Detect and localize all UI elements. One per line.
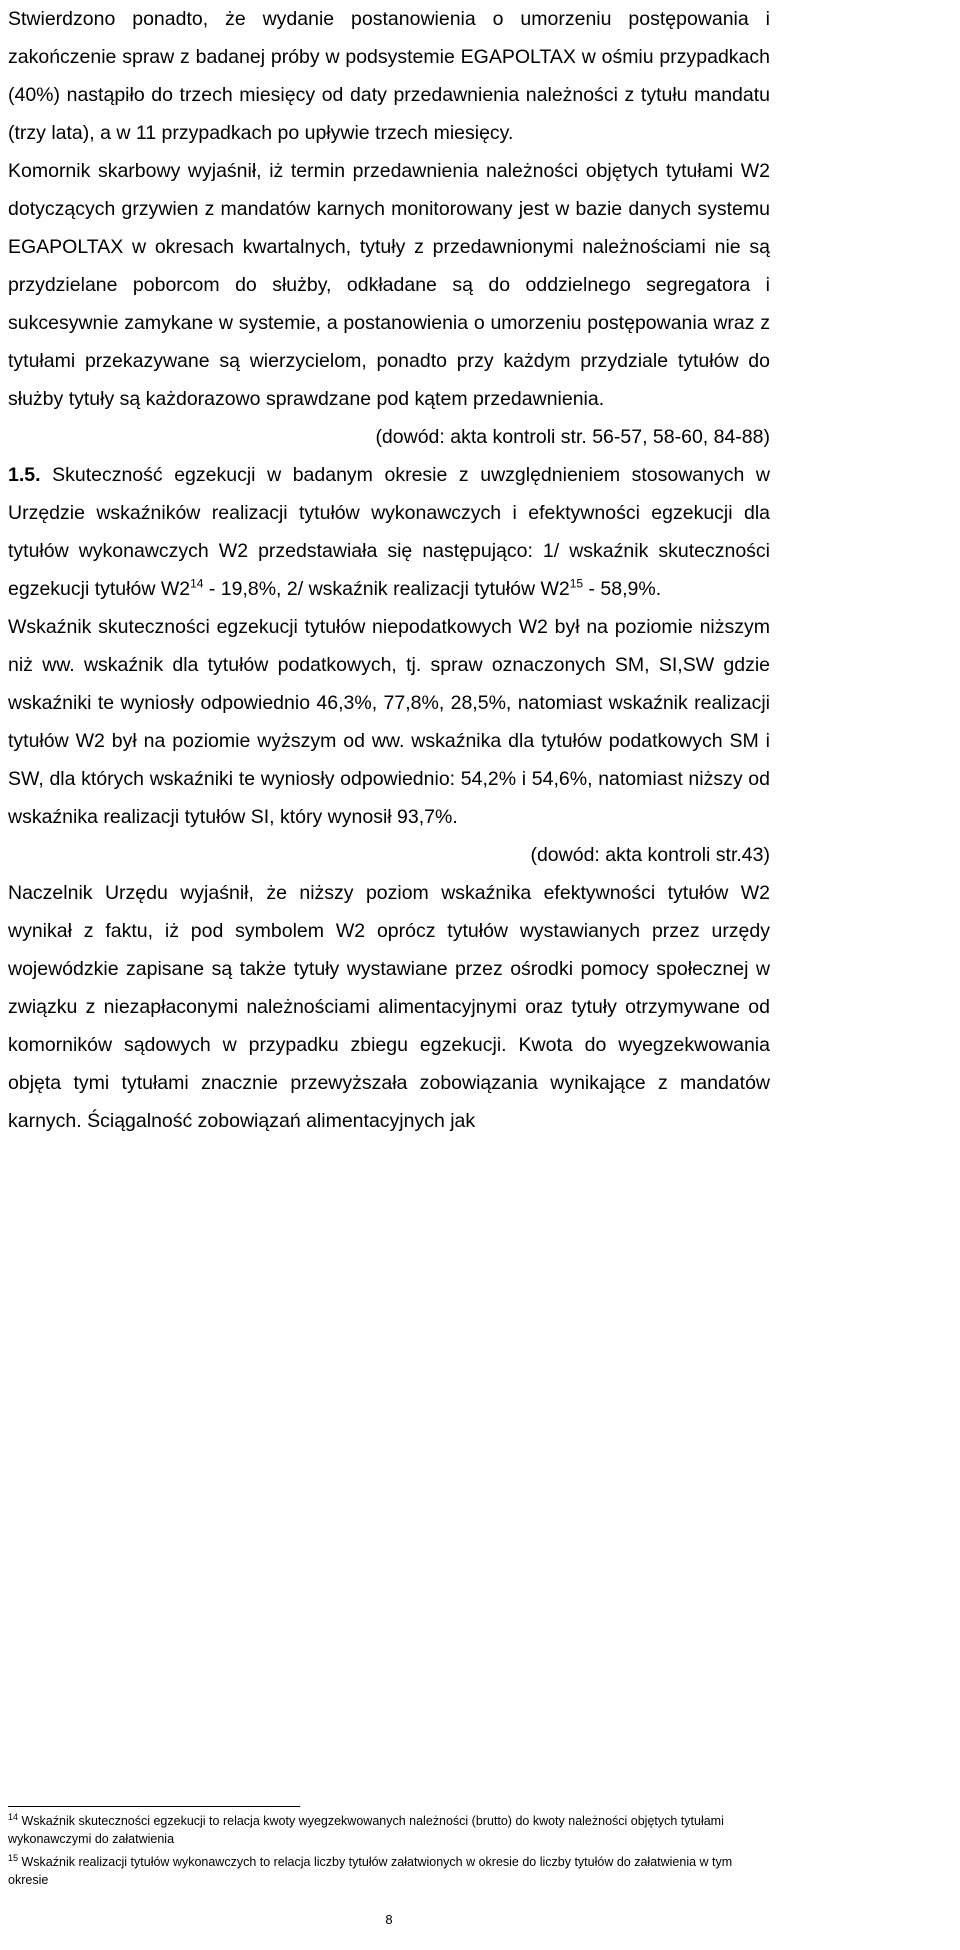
paragraph-wyjasnienia-komornika: Komornik skarbowy wyjaśnił, iż termin przedawnienia należności objętych tytułami W2 dotyczących grzywien z mandatów karnych monitorowany jest w bazie danych systemu EGAPOLTAX w okresach kwartalnych, tytuły z przedawnionymi należnościami nie są przydzielane poborcom do służby, odkładane są do oddzielnego segregatora i sukcesywnie zamykane w systemie, a postanowienia o umorzeniu postępowania wraz z tytułami przekazywane są wierzycielom, ponadto przy każdym przydziale tytułów do służby tytuły są każdorazowo sprawdzane pod kątem przedawnienia. bbox=[8, 160, 770, 410]
evidence-citation-1: (dowód: akta kontroli str. 56-57, 58-60, 84-88) bbox=[375, 426, 770, 448]
footnote-ref-15: 15 bbox=[569, 576, 584, 591]
section-number: 1.5. bbox=[8, 464, 41, 486]
footnote-separator bbox=[8, 1806, 300, 1807]
paragraph-ustalenia-umorzenie: Stwierdzono ponadto, że wydanie postanowienia o umorzeniu postępowania i zakończenie spraw z badanej próby w podsystemie EGAPOLTAX w ośmiu przypadkach (40%) nastąpiło do trzech miesięcy od daty przedawnienia należności z tytułu mandatu (trzy lata), a w 11 przypadkach po upływie trzech miesięcy. bbox=[8, 8, 770, 144]
footnote-ref-14: 14 bbox=[190, 576, 204, 591]
main-text bbox=[8, 0, 770, 1140]
footnote-marker: 14 bbox=[8, 1811, 19, 1822]
paragraph-skutecznosc-egzekucji bbox=[8, 456, 770, 608]
paragraph-wskazniki-porownanie: Wskaźnik skuteczności egzekucji tytułów niepodatkowych W2 był na poziomie niższym niż ww. wskaźnik dla tytułów podatkowych, tj. spraw oznaczonych SM, SI,SW gdzie wskaźniki te wyniosły odpowiednio 46,3%, 77,8%, 28,5%, natomiast wskaźnik realizacji tytułów W2 był na poziomie wyższym od ww. wskaźnika dla tytułów podatkowych SM i SW, dla których wskaźniki te wyniosły odpowiednio: 54,2% i 54,6%, natomiast niższy od wskaźnika realizacji tytułów SI, który wynosił 93,7%. bbox=[8, 616, 770, 828]
paragraph-wyjasnienia-naczelnika: Naczelnik Urzędu wyjaśnił, że niższy poziom wskaźnika efektywności tytułów W2 wynikał z faktu, iż pod symbolem W2 oprócz tytułów wystawianych przez urzędy wojewódzkie zapisane są także tytuły wystawiane przez ośrodki pomocy społecznej w związku z niezapłaconymi należnościami alimentacyjnymi oraz tytuły otrzymywane od komorników sądowych w przypadku zbiegu egzekucji. Kwota do wyegzekwowania objęta tymi tytułami znacznie przewyższała zobowiązania wynikające z mandatów karnych. Ściągalność zobowiązań alimentacyjnych jak bbox=[8, 882, 770, 1132]
paragraph-text: Skuteczność egzekucji w badanym okresie z uwzględnieniem stosowanych w Urzędzie wskaźników realizacji tytułów wykonawczych i efektywności egzekucji dla tytułów wykonawczych W2 przedstawiała się następująco: 1/ wskaźnik skuteczności egzekucji tytułów W2 bbox=[8, 464, 770, 600]
footnote-15 bbox=[8, 1853, 770, 1889]
footnote-text: Wskaźnik realizacji tytułów wykonawczych to relacja liczby tytułów załatwionych w okresie do liczby tytułów do załatwienia w tym okresie bbox=[8, 1855, 733, 1887]
footnote-marker: 15 bbox=[8, 1852, 19, 1863]
page-number: 8 bbox=[385, 1912, 393, 1927]
paragraph-text: - 58,9%. bbox=[583, 578, 662, 600]
footnotes bbox=[8, 1812, 770, 1894]
footnote-14 bbox=[8, 1812, 770, 1848]
footnote-text: Wskaźnik skuteczności egzekucji to relacja kwoty wyegzekwowanych należności (brutto) do kwoty należności objętych tytułami wykonawczymi do załatwienia bbox=[8, 1814, 724, 1846]
paragraph-text: - 19,8%, 2/ wskaźnik realizacji tytułów W2 bbox=[203, 578, 570, 600]
evidence-citation-2: (dowód: akta kontroli str.43) bbox=[530, 844, 770, 866]
